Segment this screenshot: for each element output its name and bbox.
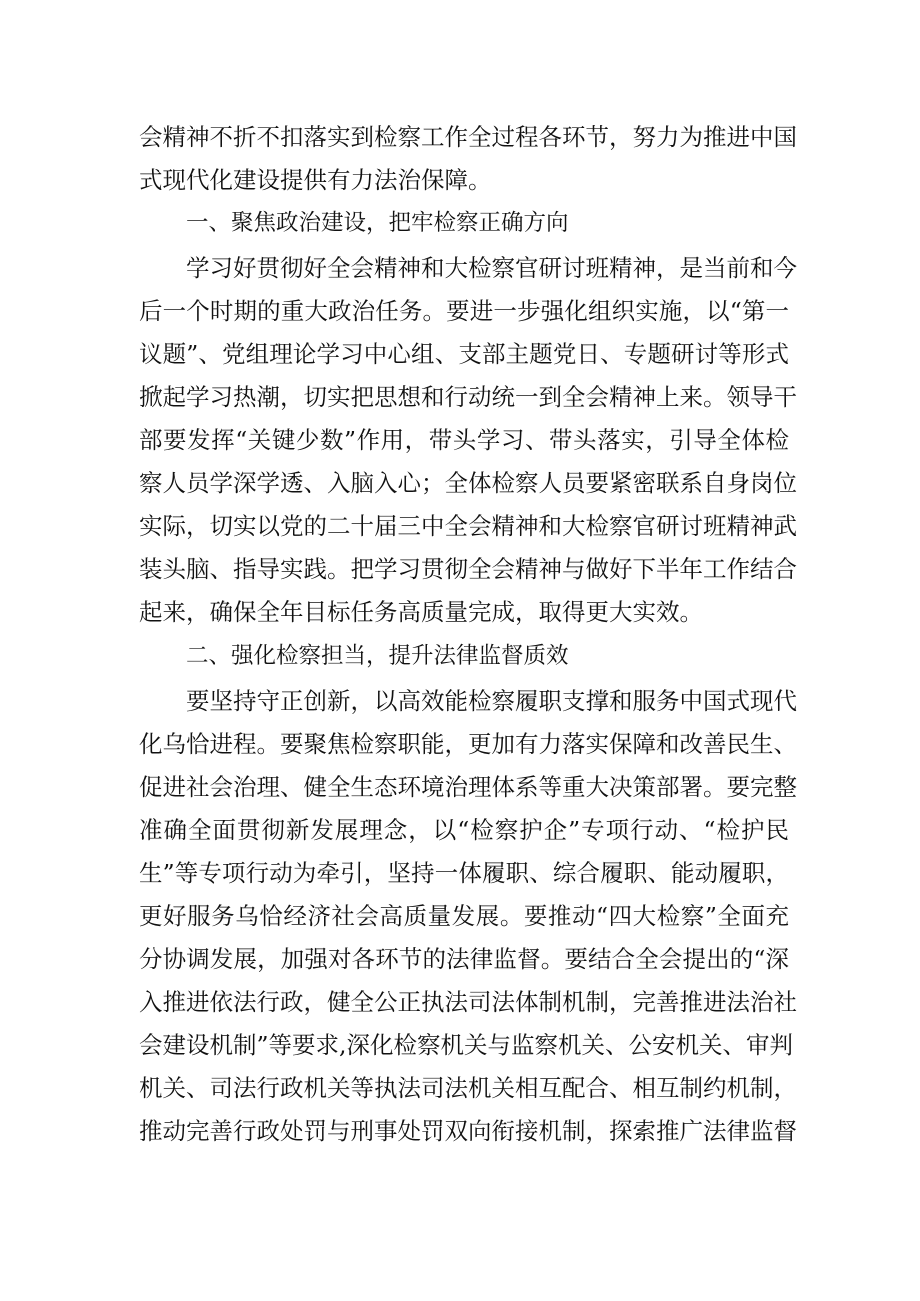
- section-2-heading: 二、强化检察担当，提升法律监督质效: [186, 643, 569, 669]
- section-1-heading: 一、聚焦政治建设，把牢检察正确方向: [186, 210, 569, 236]
- intro-line-2: 式现代化建设提供有力法治保障。: [139, 166, 492, 194]
- intro-line-1: 会精神不折不扣落实到检察工作全过程各环节，努力为推进中国: [139, 123, 797, 151]
- section-2-line-1: 要坚持守正创新，以高效能检察履职支撑和服务中国式现代: [186, 687, 797, 715]
- section-2-line-9: 会建设机制”等要求,深化检察机关与监察机关、公安机关、审判: [139, 1031, 793, 1059]
- section-2-line-11: 推动完善行政处罚与刑事处罚双向衔接机制，探索推广法律监督: [139, 1117, 797, 1145]
- section-1-line-5: 部要发挥“关键少数”作用，带头学习、带头落实，引导全体检: [139, 426, 789, 454]
- section-1-line-4: 掀起学习热潮，切实把思想和行动统一到全会精神上来。领导干: [139, 383, 797, 411]
- section-1-line-9: 起来，确保全年目标任务高质量完成，取得更大实效。: [139, 598, 703, 626]
- section-2-line-2: 化乌恰进程。要聚焦检察职能，更加有力落实保障和改善民生、: [139, 730, 797, 758]
- section-2-line-5: 生”等专项行动为牵引，坚持一体履职、综合履职、能动履职，: [139, 859, 789, 887]
- section-2-line-6: 更好服务乌恰经济社会高质量发展。要推动“四大检察”全面充: [139, 902, 789, 930]
- section-1-line-8: 装头脑、指导实践。把学习贯彻全会精神与做好下半年工作结合: [139, 555, 797, 583]
- section-2-line-8: 入推进依法行政，健全公正执法司法体制机制，完善推进法治社: [139, 988, 797, 1016]
- section-1-line-1: 学习好贯彻好全会精神和大检察官研讨班精神，是当前和今: [186, 254, 797, 282]
- section-1-line-2: 后一个时期的重大政治任务。要进一步强化组织实施，以“第一: [139, 297, 789, 325]
- section-1-line-6: 察人员学深学透、入脑入心；全体检察人员要紧密联系自身岗位: [139, 469, 797, 497]
- section-1-line-7: 实际，切实以党的二十届三中全会精神和大检察官研讨班精神武: [139, 512, 797, 540]
- section-2-line-3: 促进社会治理、健全生态环境治理体系等重大决策部署。要完整: [139, 773, 797, 801]
- section-2-line-7: 分协调发展，加强对各环节的法律监督。要结合全会提出的“深: [139, 945, 789, 973]
- section-2-line-4: 准确全面贯彻新发展理念，以“检察护企”专项行动、“检护民: [139, 816, 789, 844]
- section-2-line-10: 机关、司法行政机关等执法司法机关相互配合、相互制约机制，: [139, 1074, 797, 1102]
- section-1-line-3: 议题”、党组理论学习中心组、支部主题党日、专题研讨等形式: [139, 340, 789, 368]
